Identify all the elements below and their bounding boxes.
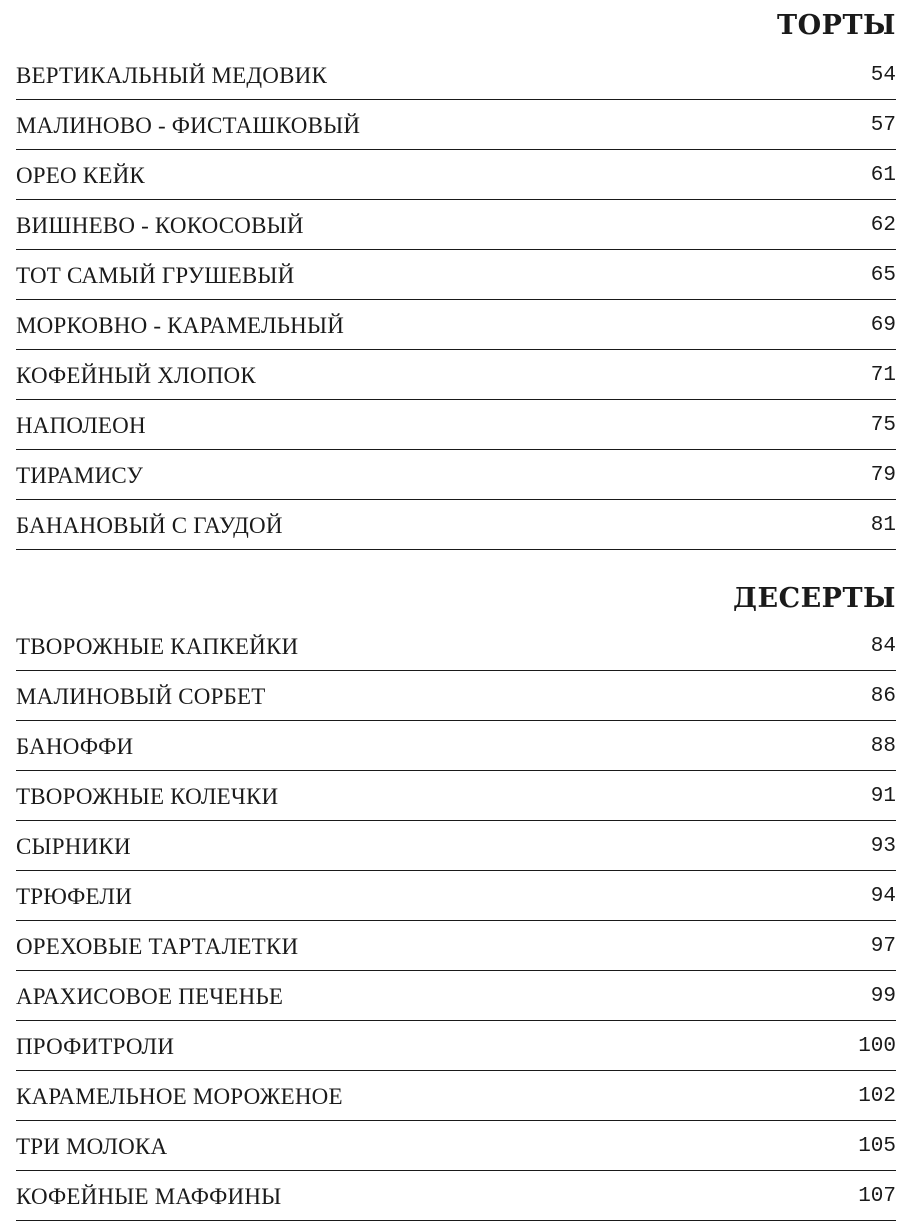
- toc-entry-label: НАПОЛЕОН: [16, 412, 146, 438]
- toc-entry[interactable]: [16, 450, 896, 500]
- toc-entry-page: 91: [870, 785, 896, 808]
- section-title-desserts: ДЕСЕРТЫ: [733, 583, 896, 614]
- toc-entry-page: 88: [870, 735, 896, 758]
- toc-entry-label: ТОТ САМЫЙ ГРУШЕВЫЙ: [16, 262, 295, 288]
- toc-entry-page: 79: [870, 464, 896, 487]
- toc-entry-page: 81: [870, 514, 896, 537]
- section-title-cakes: ТОРТЫ: [777, 10, 896, 41]
- toc-entry[interactable]: [16, 200, 896, 250]
- toc-entry-label: КОФЕЙНЫЙ ХЛОПОК: [16, 362, 256, 388]
- toc-entry[interactable]: [16, 500, 896, 550]
- toc-entry-page: 105: [858, 1135, 896, 1158]
- toc-entry-label: ТВОРОЖНЫЕ КОЛЕЧКИ: [16, 783, 279, 809]
- toc-entry-label: КОФЕЙНЫЕ МАФФИНЫ: [16, 1183, 282, 1209]
- toc-entry-label: ТВОРОЖНЫЕ КАПКЕЙКИ: [16, 633, 299, 659]
- toc-entry-label: ОРЕО КЕЙК: [16, 162, 145, 188]
- toc-entry[interactable]: [16, 1021, 896, 1071]
- toc-entry-label: ОРЕХОВЫЕ ТАРТАЛЕТКИ: [16, 933, 299, 959]
- cakes-list: [16, 50, 896, 550]
- toc-entry-label: ТРИ МОЛОКА: [16, 1133, 168, 1159]
- toc-entry[interactable]: [16, 350, 896, 400]
- toc-entry[interactable]: [16, 821, 896, 871]
- toc-entry-label: МОРКОВНО - КАРАМЕЛЬНЫЙ: [16, 312, 345, 338]
- toc-entry-page: 84: [870, 635, 896, 658]
- toc-entry-label: МАЛИНОВО - ФИСТАШКОВЫЙ: [16, 112, 361, 138]
- toc-entry[interactable]: [16, 971, 896, 1021]
- toc-entry[interactable]: [16, 50, 896, 100]
- toc-entry[interactable]: [16, 671, 896, 721]
- toc-entry[interactable]: [16, 771, 896, 821]
- desserts-list: [16, 621, 896, 1221]
- toc-entry-page: 61: [870, 164, 896, 187]
- toc-entry-page: 94: [870, 885, 896, 908]
- toc-entry-label: АРАХИСОВОЕ ПЕЧЕНЬЕ: [16, 983, 284, 1009]
- toc-entry[interactable]: [16, 1171, 896, 1221]
- toc-entry-label: ПРОФИТРОЛИ: [16, 1033, 175, 1059]
- toc-entry-label: ВИШНЕВО - КОКОСОВЫЙ: [16, 212, 304, 238]
- toc-entry[interactable]: [16, 921, 896, 971]
- toc-entry-label: КАРАМЕЛЬНОЕ МОРОЖЕНОЕ: [16, 1083, 343, 1109]
- toc-entry-page: 54: [870, 64, 896, 87]
- toc-entry[interactable]: [16, 621, 896, 671]
- toc-entry[interactable]: [16, 300, 896, 350]
- toc-entry-label: СЫРНИКИ: [16, 833, 131, 859]
- toc-entry-page: 62: [870, 214, 896, 237]
- toc-entry-page: 107: [858, 1185, 896, 1208]
- toc-entry[interactable]: [16, 400, 896, 450]
- toc-entry-page: 99: [870, 985, 896, 1008]
- toc-entry-page: 93: [870, 835, 896, 858]
- toc-entry[interactable]: [16, 150, 896, 200]
- toc-entry[interactable]: [16, 1121, 896, 1171]
- toc-entry-page: 71: [870, 364, 896, 387]
- toc-entry-label: БАНОФФИ: [16, 733, 134, 759]
- toc-entry-page: 65: [870, 264, 896, 287]
- toc-entry-page: 75: [870, 414, 896, 437]
- toc-entry-page: 69: [870, 314, 896, 337]
- toc-entry[interactable]: [16, 871, 896, 921]
- toc-entry-page: 97: [870, 935, 896, 958]
- toc-entry[interactable]: [16, 250, 896, 300]
- toc-entry[interactable]: [16, 1071, 896, 1121]
- toc-entry[interactable]: [16, 721, 896, 771]
- toc-entry-label: МАЛИНОВЫЙ СОРБЕТ: [16, 683, 266, 709]
- table-of-contents: [16, 0, 896, 1221]
- toc-entry[interactable]: [16, 100, 896, 150]
- toc-entry-label: ВЕРТИКАЛЬНЫЙ МЕДОВИК: [16, 62, 327, 88]
- toc-entry-label: ТРЮФЕЛИ: [16, 883, 133, 909]
- toc-entry-label: ТИРАМИСУ: [16, 462, 144, 488]
- toc-entry-page: 86: [870, 685, 896, 708]
- toc-entry-page: 100: [858, 1035, 896, 1058]
- toc-entry-page: 102: [858, 1085, 896, 1108]
- toc-entry-page: 57: [870, 114, 896, 137]
- toc-entry-label: БАНАНОВЫЙ С ГАУДОЙ: [16, 512, 283, 538]
